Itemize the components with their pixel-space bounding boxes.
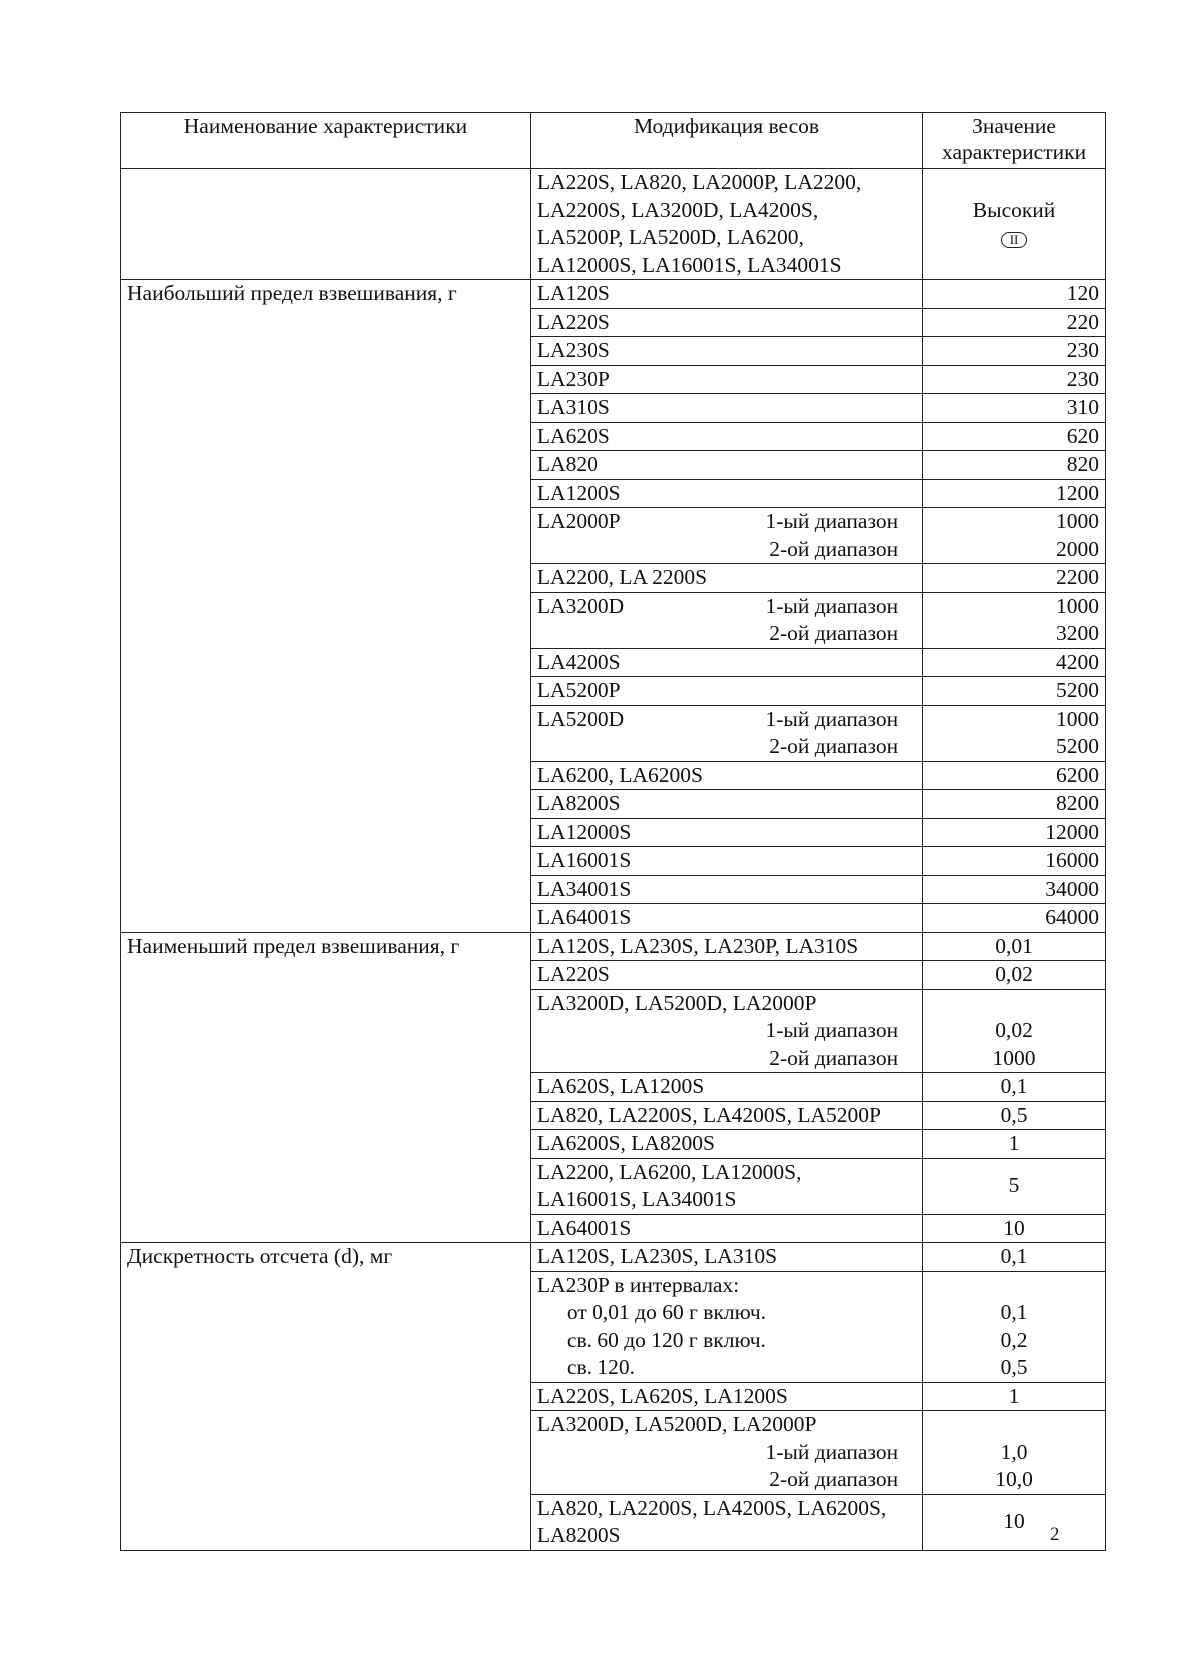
value-cell xyxy=(923,169,1106,280)
interval-value: 0,1 xyxy=(1000,1300,1028,1324)
value-cell: 0,1 xyxy=(923,1243,1106,1272)
interval-label: св. 120. xyxy=(566,1355,635,1379)
model-cell: LA620S xyxy=(530,422,922,451)
value-range2: 5200 xyxy=(1056,734,1099,758)
value-cell: 64000 xyxy=(923,904,1106,933)
model-cell: LA120S xyxy=(530,280,922,309)
model-cell xyxy=(530,1158,922,1214)
value-cell: 820 xyxy=(923,451,1106,480)
page-number: 2 xyxy=(1050,1524,1060,1545)
value-cell xyxy=(923,1411,1106,1495)
model-cell xyxy=(530,1411,922,1495)
value-range1: 0,02 xyxy=(995,1018,1033,1042)
model-cell: LA2200, LA 2200S xyxy=(530,564,922,593)
value-cell: 0,5 xyxy=(923,1101,1106,1130)
model-cell xyxy=(530,1494,922,1550)
value-cell: 620 xyxy=(923,422,1106,451)
model-cell: LA12000S xyxy=(530,818,922,847)
model-line: LA8200S xyxy=(536,1523,621,1547)
value-cell: 230 xyxy=(923,337,1106,366)
model-cell: LA230S xyxy=(530,337,922,366)
value-range2: 10,0 xyxy=(995,1467,1033,1491)
range-label: 1-ый диапазон xyxy=(765,509,899,533)
model-cell xyxy=(530,1271,922,1382)
accuracy-class-mark-icon: II xyxy=(1001,232,1028,248)
header-name: Наименование характеристики xyxy=(121,113,531,169)
value-range1: 1000 xyxy=(1056,706,1099,731)
model-cell: LA620S, LA1200S xyxy=(530,1073,922,1102)
model-cell: LA6200S, LA8200S xyxy=(530,1130,922,1159)
model-cell: LA310S xyxy=(530,394,922,423)
header-modification: Модификация весов xyxy=(530,113,922,169)
range-label: 1-ый диапазон xyxy=(765,706,899,731)
model-name: LA5200D xyxy=(536,706,625,731)
model-cell: LA64001S xyxy=(530,1214,922,1243)
value-cell: 5 xyxy=(923,1158,1106,1214)
value-cell xyxy=(923,705,1106,761)
model-cell: LA220S, LA620S, LA1200S xyxy=(530,1382,922,1411)
interval-value: 0,5 xyxy=(1000,1355,1028,1379)
header-row xyxy=(121,113,1106,169)
interval-label: от 0,01 до 60 г включ. xyxy=(566,1300,767,1324)
value-cell: 4200 xyxy=(923,648,1106,677)
value-cell: 8200 xyxy=(923,790,1106,819)
value-cell xyxy=(923,592,1106,648)
model-line: LA2200, LA6200, LA12000S, xyxy=(536,1159,802,1184)
value-range1: 1000 xyxy=(1056,509,1099,533)
model-cell xyxy=(530,989,922,1073)
model-name: LA3200D xyxy=(536,593,625,618)
range-label: 1-ый диапазон xyxy=(765,1018,899,1042)
value-cell: 0,1 xyxy=(923,1073,1106,1102)
value-range2: 2000 xyxy=(1056,536,1099,561)
interval-value: 0,2 xyxy=(1000,1327,1028,1352)
model-cell: LA8200S xyxy=(530,790,922,819)
characteristic-name: Наибольший предел взвешивания, г xyxy=(121,280,531,933)
value-cell: 0,02 xyxy=(923,961,1106,990)
range-label: 2-ой диапазон xyxy=(769,1467,899,1491)
model-line: LA220S, LA820, LA2000P, LA2200, xyxy=(536,170,862,194)
characteristic-name: Дискретность отсчета (d), мг xyxy=(121,1243,531,1551)
header-value: Значение характеристики xyxy=(923,113,1106,169)
model-cell: LA230P xyxy=(530,365,922,394)
model-name: LA3200D, LA5200D, LA2000P xyxy=(536,1412,817,1436)
model-cell: LA4200S xyxy=(530,648,922,677)
value-cell xyxy=(923,989,1106,1073)
value-cell: 120 xyxy=(923,280,1106,309)
value-cell xyxy=(923,508,1106,564)
value-cell: 1 xyxy=(923,1130,1106,1159)
model-cell xyxy=(530,705,922,761)
model-name: LA3200D, LA5200D, LA2000P xyxy=(536,990,817,1015)
model-line: LA16001S, LA34001S xyxy=(536,1187,737,1211)
range-label: 1-ый диапазон xyxy=(765,593,899,618)
model-cell: LA6200, LA6200S xyxy=(530,761,922,790)
model-line: LA5200P, LA5200D, LA6200, xyxy=(536,225,804,249)
characteristic-name: Наименьший предел взвешивания, г xyxy=(121,932,531,1243)
model-cell xyxy=(530,592,922,648)
model-cell: LA220S xyxy=(530,308,922,337)
range-label: 2-ой диапазон xyxy=(769,621,899,645)
value-cell xyxy=(923,1271,1106,1382)
interval-label: св. 60 до 120 г включ. xyxy=(566,1327,766,1352)
model-line: LA820, LA2200S, LA4200S, LA6200S, xyxy=(536,1495,887,1520)
model-cell: LA1200S xyxy=(530,479,922,508)
table-row xyxy=(121,169,1106,280)
value-cell: 2200 xyxy=(923,564,1106,593)
model-cell: LA34001S xyxy=(530,875,922,904)
model-name: LA230P в интервалах: xyxy=(536,1272,740,1297)
model-cell: LA16001S xyxy=(530,847,922,876)
value-range2: 3200 xyxy=(1056,621,1099,645)
value-cell: 310 xyxy=(923,394,1106,423)
range-label: 2-ой диапазон xyxy=(769,1045,899,1070)
range-label: 2-ой диапазон xyxy=(769,734,899,758)
model-cell: LA5200P xyxy=(530,677,922,706)
value-cell: 0,01 xyxy=(923,932,1106,961)
value-cell: 10 xyxy=(923,1214,1106,1243)
value-range2: 1000 xyxy=(992,1045,1036,1070)
model-name: LA2000P xyxy=(536,509,621,533)
value-cell: 5200 xyxy=(923,677,1106,706)
model-cell: LA120S, LA230S, LA310S xyxy=(530,1243,922,1272)
characteristic-name xyxy=(121,169,531,280)
model-cell: LA120S, LA230S, LA230P, LA310S xyxy=(530,932,922,961)
table-row xyxy=(121,280,1106,309)
value-cell: 34000 xyxy=(923,875,1106,904)
model-cell: LA64001S xyxy=(530,904,922,933)
value-range1: 1,0 xyxy=(1000,1439,1028,1464)
model-cell: LA820 xyxy=(530,451,922,480)
range-label: 2-ой диапазон xyxy=(769,536,899,561)
model-cell: LA220S xyxy=(530,961,922,990)
accuracy-class-label: Высокий xyxy=(972,197,1056,222)
model-cell xyxy=(530,508,922,564)
model-line: LA2200S, LA3200D, LA4200S, xyxy=(536,197,819,222)
value-range1: 1000 xyxy=(1056,593,1099,618)
value-cell: 1200 xyxy=(923,479,1106,508)
model-cell: LA820, LA2200S, LA4200S, LA5200P xyxy=(530,1101,922,1130)
value-cell: 230 xyxy=(923,365,1106,394)
specifications-table xyxy=(120,112,1106,1551)
value-cell: 1 xyxy=(923,1382,1106,1411)
value-cell: 10 xyxy=(923,1494,1106,1550)
models-cell xyxy=(530,169,922,280)
value-cell: 6200 xyxy=(923,761,1106,790)
value-cell: 220 xyxy=(923,308,1106,337)
value-cell: 16000 xyxy=(923,847,1106,876)
model-line: LA12000S, LA16001S, LA34001S xyxy=(536,252,842,277)
value-cell: 12000 xyxy=(923,818,1106,847)
range-label: 1-ый диапазон xyxy=(765,1439,899,1464)
